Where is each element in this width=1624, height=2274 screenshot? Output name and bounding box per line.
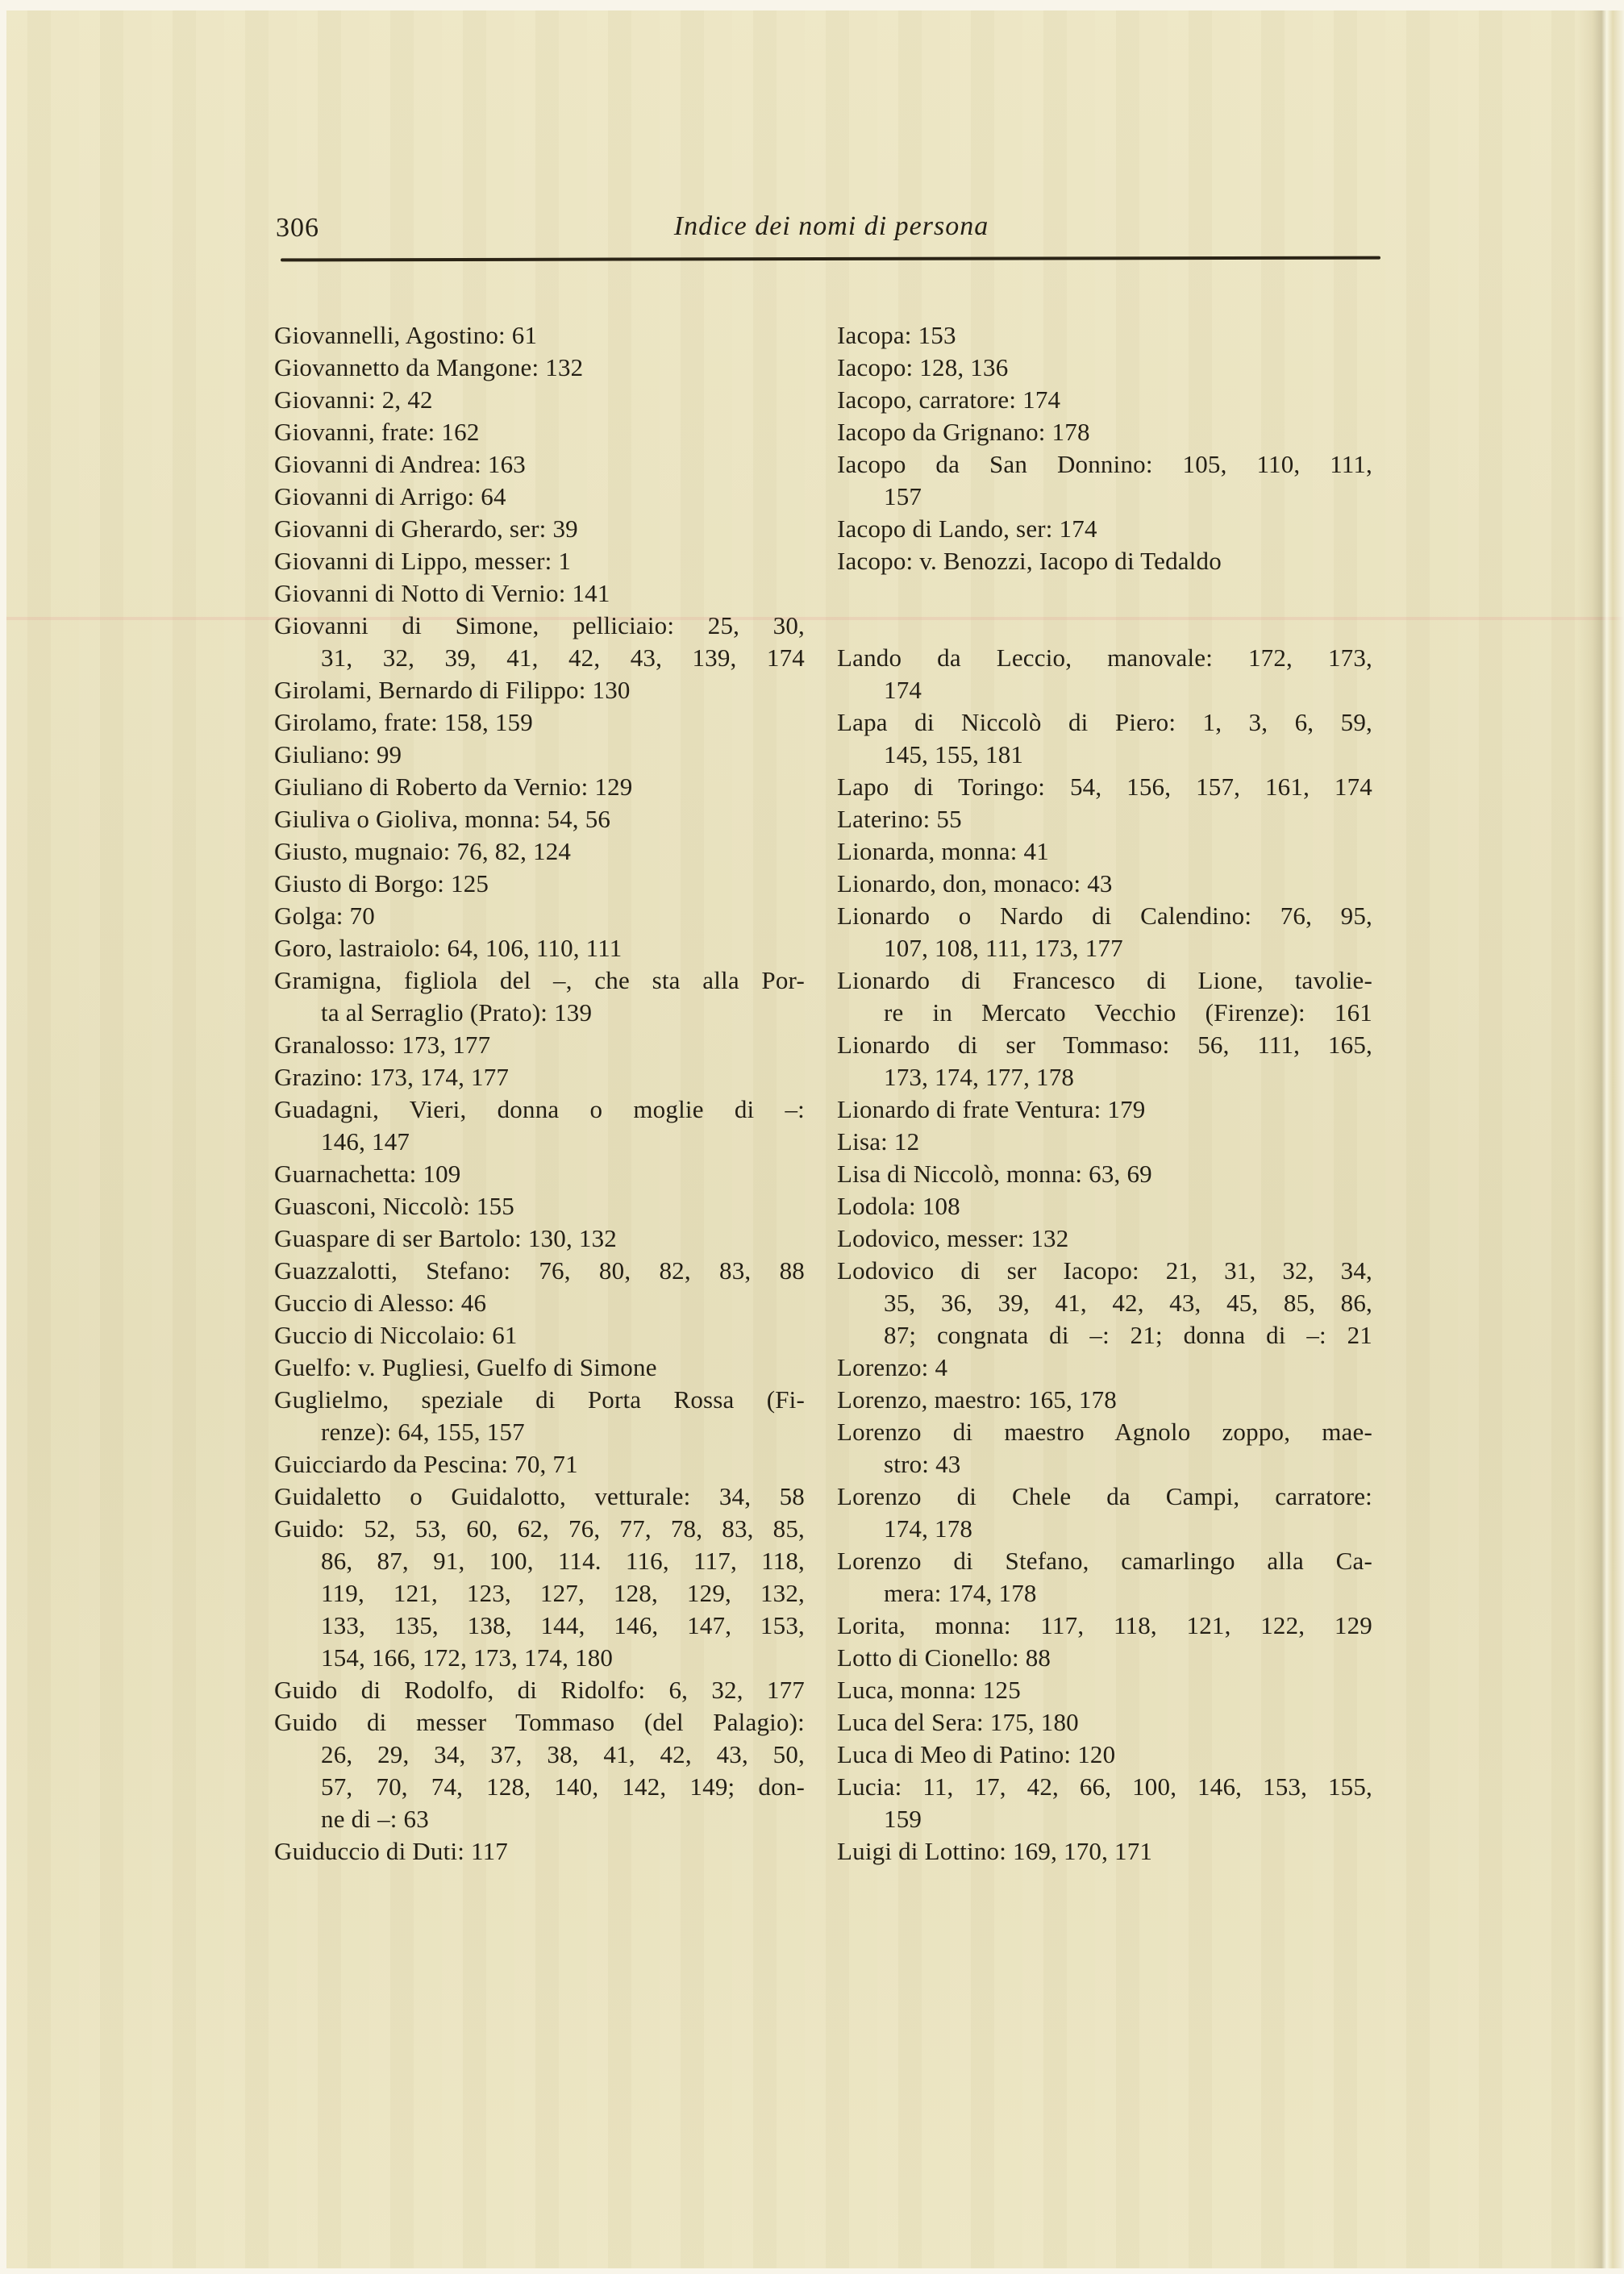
index-line: Guido di messer Tommaso (del Palagio): bbox=[274, 1708, 805, 1736]
index-line: Luca del Sera: 175, 180 bbox=[837, 1708, 1079, 1736]
index-line: Giovanni: 2, 42 bbox=[274, 385, 433, 414]
index-line: Lionardo di frate Ventura: 179 bbox=[837, 1095, 1146, 1123]
index-line: Lodola: 108 bbox=[837, 1192, 960, 1220]
index-line: Guadagni, Vieri, donna o moglie di –: bbox=[274, 1095, 805, 1123]
index-line: 26, 29, 34, 37, 38, 41, 42, 43, 50, bbox=[321, 1740, 805, 1768]
index-line: Giovanni, frate: 162 bbox=[274, 418, 480, 446]
index-line: 31, 32, 39, 41, 42, 43, 139, 174 bbox=[321, 643, 805, 672]
index-line: Lorita, monna: 117, 118, 121, 122, 129 bbox=[837, 1611, 1372, 1639]
index-line: 146, 147 bbox=[321, 1127, 410, 1156]
index-line: Giusto, mugnaio: 76, 82, 124 bbox=[274, 837, 572, 865]
index-line: Guido: 52, 53, 60, 62, 76, 77, 78, 83, 85, bbox=[274, 1514, 805, 1543]
index-line: Iacopo di Lando, ser: 174 bbox=[837, 514, 1097, 543]
index-line: Lionarda, monna: 41 bbox=[837, 837, 1049, 865]
index-line: Iacopo: v. Benozzi, Iacopo di Tedaldo bbox=[837, 547, 1222, 575]
index-line: stro: 43 bbox=[884, 1450, 961, 1478]
index-line: Granalosso: 173, 177 bbox=[274, 1031, 491, 1059]
index-line: Lando da Leccio, manovale: 172, 173, bbox=[837, 643, 1372, 672]
index-line: Iacopo: 128, 136 bbox=[837, 353, 1009, 381]
index-line: Giovannelli, Agostino: 61 bbox=[274, 321, 538, 349]
index-line: Guaspare di ser Bartolo: 130, 132 bbox=[274, 1224, 618, 1252]
index-line: Lucia: 11, 17, 42, 66, 100, 146, 153, 155, bbox=[837, 1772, 1372, 1801]
index-line: Lorenzo, maestro: 165, 178 bbox=[837, 1385, 1117, 1414]
index-line: Guccio di Alesso: 46 bbox=[274, 1289, 487, 1317]
index-line: 119, 121, 123, 127, 128, 129, 132, bbox=[321, 1579, 805, 1607]
index-line: mera: 174, 178 bbox=[884, 1579, 1037, 1607]
index-line: Giovanni di Gherardo, ser: 39 bbox=[274, 514, 578, 543]
index-line: 154, 166, 172, 173, 174, 180 bbox=[321, 1643, 614, 1672]
index-line: 159 bbox=[884, 1805, 922, 1833]
index-line: Golga: 70 bbox=[274, 902, 375, 930]
index-line: Guelfo: v. Pugliesi, Guelfo di Simone bbox=[274, 1353, 657, 1381]
index-line: Lorenzo: 4 bbox=[837, 1353, 948, 1381]
index-line: Girolami, Bernardo di Filippo: 130 bbox=[274, 676, 631, 704]
index-line: Giovanni di Andrea: 163 bbox=[274, 450, 526, 478]
index-line: Giovannetto da Mangone: 132 bbox=[274, 353, 584, 381]
index-line: Lorenzo di Chele da Campi, carratore: bbox=[837, 1482, 1372, 1510]
index-line: Lorenzo di Stefano, camarlingo alla Ca- bbox=[837, 1547, 1372, 1575]
index-line: 133, 135, 138, 144, 146, 147, 153, bbox=[321, 1611, 805, 1639]
index-line: Gramigna, figliola del –, che sta alla Por- bbox=[274, 966, 805, 994]
index-line: Giovanni di Arrigo: 64 bbox=[274, 482, 506, 510]
scan-artifact-line bbox=[6, 617, 1624, 620]
index-line: 35, 36, 39, 41, 42, 43, 45, 85, 86, bbox=[884, 1289, 1372, 1317]
index-line: 174, 178 bbox=[884, 1514, 973, 1543]
index-line: Guasconi, Niccolò: 155 bbox=[274, 1192, 514, 1220]
index-line: Lapo di Toringo: 54, 156, 157, 161, 174 bbox=[837, 773, 1372, 801]
deckled-page-edge bbox=[1577, 10, 1624, 2268]
index-line: Giovanni di Notto di Vernio: 141 bbox=[274, 579, 610, 607]
index-line: Girolamo, frate: 158, 159 bbox=[274, 708, 533, 736]
index-line: Guido di Rodolfo, di Ridolfo: 6, 32, 177 bbox=[274, 1676, 805, 1704]
index-line: Lionardo o Nardo di Calendino: 76, 95, bbox=[837, 902, 1372, 930]
index-line: Lorenzo di maestro Agnolo zoppo, mae- bbox=[837, 1418, 1372, 1446]
index-line: 87; congnata di –: 21; donna di –: 21 bbox=[884, 1321, 1372, 1349]
index-line: Laterino: 55 bbox=[837, 805, 962, 833]
index-line: Grazino: 173, 174, 177 bbox=[274, 1063, 510, 1091]
index-line: Luigi di Lottino: 169, 170, 171 bbox=[837, 1837, 1153, 1865]
index-line: Giuliva o Gioliva, monna: 54, 56 bbox=[274, 805, 611, 833]
index-line: Giusto di Borgo: 125 bbox=[274, 869, 489, 898]
running-title: Indice dei nomi di persona bbox=[673, 211, 989, 241]
index-line: Guglielmo, speziale di Porta Rossa (Fi- bbox=[274, 1385, 805, 1414]
index-line: Giuliano di Roberto da Vernio: 129 bbox=[274, 773, 633, 801]
index-line: Giovanni di Simone, pelliciaio: 25, 30, bbox=[274, 611, 805, 639]
paper-background bbox=[6, 10, 1624, 2268]
index-line: 173, 174, 177, 178 bbox=[884, 1063, 1075, 1091]
index-line: Guazzalotti, Stefano: 76, 80, 82, 83, 88 bbox=[274, 1256, 805, 1285]
index-line: Lionardo di ser Tommaso: 56, 111, 165, bbox=[837, 1031, 1372, 1059]
index-line: Luca di Meo di Patino: 120 bbox=[837, 1740, 1116, 1768]
index-line: 57, 70, 74, 128, 140, 142, 149; don- bbox=[321, 1772, 805, 1801]
index-line: Lionardo, don, monaco: 43 bbox=[837, 869, 1113, 898]
index-line: Lapa di Niccolò di Piero: 1, 3, 6, 59, bbox=[837, 708, 1372, 736]
index-line: Guarnachetta: 109 bbox=[274, 1160, 461, 1188]
index-line: re in Mercato Vecchio (Firenze): 161 bbox=[884, 998, 1372, 1027]
index-line: renze): 64, 155, 157 bbox=[321, 1418, 525, 1446]
index-line: Guicciardo da Pescina: 70, 71 bbox=[274, 1450, 578, 1478]
index-column-right bbox=[837, 319, 1372, 1868]
index-line: Lisa: 12 bbox=[837, 1127, 920, 1156]
index-line: Iacopo da San Donnino: 105, 110, 111, bbox=[837, 450, 1372, 478]
index-line: Guiduccio di Duti: 117 bbox=[274, 1837, 508, 1865]
index-line: 107, 108, 111, 173, 177 bbox=[884, 934, 1123, 962]
index-line: Lionardo di Francesco di Lione, tavolie- bbox=[837, 966, 1372, 994]
index-line: Luca, monna: 125 bbox=[837, 1676, 1021, 1704]
index-line: Giuliano: 99 bbox=[274, 740, 402, 768]
index-line: Lotto di Cionello: 88 bbox=[837, 1643, 1051, 1672]
index-line: 174 bbox=[884, 676, 922, 704]
page-number: 306 bbox=[276, 213, 319, 243]
index-line: Giovanni di Lippo, messer: 1 bbox=[274, 547, 572, 575]
index-line: ne di –: 63 bbox=[321, 1805, 429, 1833]
index-line: 86, 87, 91, 100, 114. 116, 117, 118, bbox=[321, 1547, 805, 1575]
index-line: Iacopo da Grignano: 178 bbox=[837, 418, 1090, 446]
index-line: Iacopa: 153 bbox=[837, 321, 956, 349]
index-line: 145, 155, 181 bbox=[884, 740, 1024, 768]
index-line: Iacopo, carratore: 174 bbox=[837, 385, 1061, 414]
index-line: 157 bbox=[884, 482, 922, 510]
index-column-left bbox=[274, 319, 805, 1868]
index-line: ta al Serraglio (Prato): 139 bbox=[321, 998, 593, 1027]
index-line: Guccio di Niccolaio: 61 bbox=[274, 1321, 518, 1349]
index-line: Lodovico, messer: 132 bbox=[837, 1224, 1069, 1252]
index-line: Lisa di Niccolò, monna: 63, 69 bbox=[837, 1160, 1152, 1188]
index-line: Lodovico di ser Iacopo: 21, 31, 32, 34, bbox=[837, 1256, 1372, 1285]
index-line: Guidaletto o Guidalotto, vetturale: 34, 58 bbox=[274, 1482, 805, 1510]
index-line: Goro, lastraiolo: 64, 106, 110, 111 bbox=[274, 934, 623, 962]
